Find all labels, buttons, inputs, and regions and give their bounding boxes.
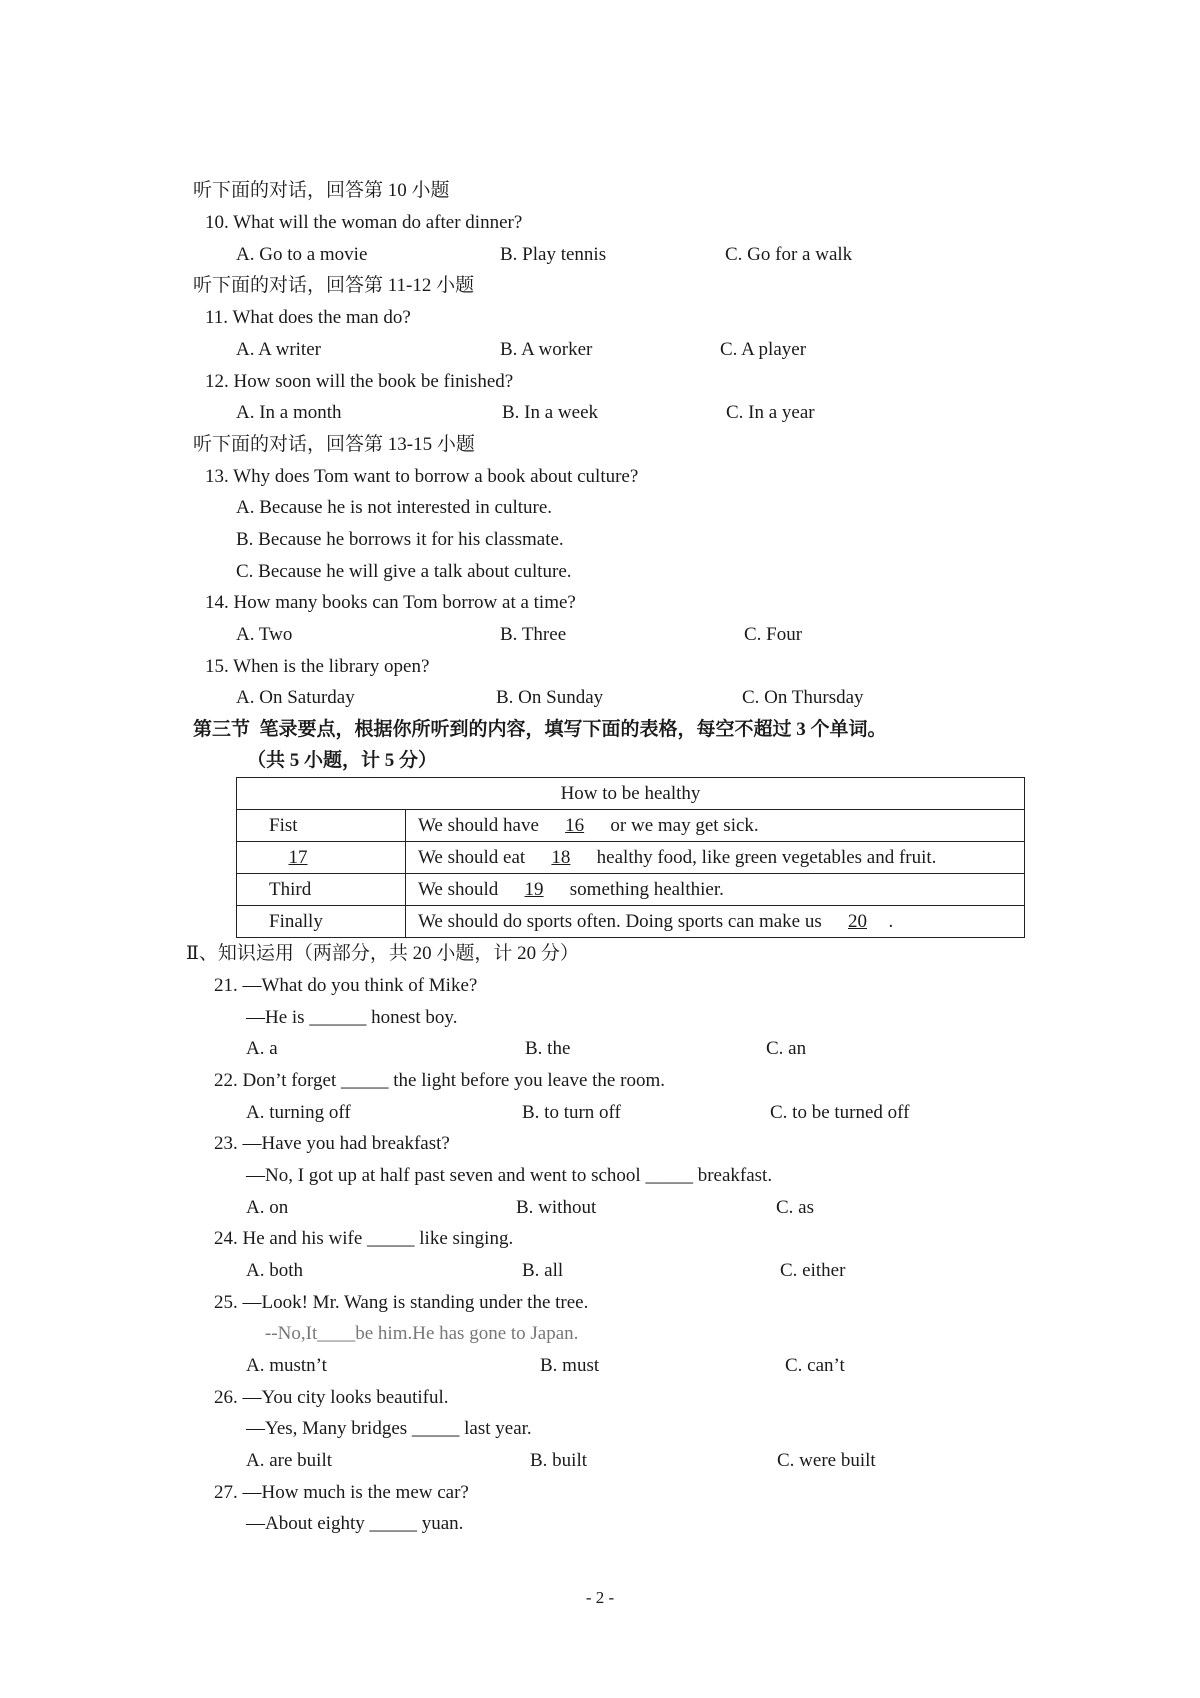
blank-18[interactable]: 18: [551, 846, 571, 868]
question-12-option-a: A. In a month: [236, 402, 342, 423]
blank-20[interactable]: 20: [848, 910, 867, 932]
question-23-line2: —No, I got up at half past seven and went to school _____ breakfast.: [246, 1165, 773, 1186]
question-24-option-b: B. all: [522, 1260, 564, 1281]
question-23-option-a: A. on: [246, 1197, 289, 1218]
question-21-stem: 21. —What do you think of Mike?: [214, 975, 478, 996]
page-number: - 2 -: [585, 1588, 615, 1607]
question-26-option-b: B. built: [530, 1450, 588, 1471]
part2-title: Ⅱ、知识运用（两部分，共 20 小题，计 20 分）: [186, 943, 579, 964]
notes-table: [236, 777, 1025, 938]
row-label-first: Fist: [237, 810, 406, 842]
row-text: We should: [418, 878, 504, 900]
question-10-stem: 10. What will the woman do after dinner?: [205, 212, 523, 233]
question-24-option-a: A. both: [246, 1260, 303, 1281]
row-content-first: [406, 810, 1025, 842]
section-heading-13-15: 听下面的对话，回答第 13-15 小题: [193, 434, 475, 455]
row-text: We should eat: [418, 846, 530, 868]
question-14-option-b: B. Three: [500, 624, 567, 645]
table-title: How to be healthy: [237, 778, 1025, 810]
question-22-option-b: B. to turn off: [522, 1102, 621, 1123]
question-22-option-a: A. turning off: [246, 1102, 351, 1123]
row-text: something healthier.: [565, 878, 724, 900]
row-content-finally: [406, 906, 1025, 938]
question-23-stem: 23. —Have you had breakfast?: [214, 1133, 450, 1154]
question-11-option-b: B. A worker: [500, 339, 593, 360]
question-27-stem: 27. —How much is the mew car?: [214, 1482, 469, 1503]
row-label-second: [237, 842, 406, 874]
table-row: [237, 874, 1025, 906]
row-text: We should have: [418, 814, 544, 836]
question-23-option-c: C. as: [776, 1197, 814, 1218]
section-heading-10: 听下面的对话，回答第 10 小题: [193, 180, 450, 201]
question-15-stem: 15. When is the library open?: [205, 656, 430, 677]
question-25-option-b: B. must: [540, 1355, 600, 1376]
question-14-stem: 14. How many books can Tom borrow at a time?: [205, 592, 576, 613]
question-13-option-b: B. Because he borrows it for his classmate.: [236, 529, 564, 550]
question-12-option-c: C. In a year: [726, 402, 815, 423]
blank-17[interactable]: 17: [288, 846, 308, 868]
question-21-option-b: B. the: [525, 1038, 571, 1059]
question-23-option-b: B. without: [516, 1197, 597, 1218]
question-21-option-a: A. a: [246, 1038, 278, 1059]
question-26-option-a: A. are built: [246, 1450, 333, 1471]
question-27-line2: —About eighty _____ yuan.: [246, 1513, 464, 1534]
row-content-third: [406, 874, 1025, 906]
part3-title: 第三节 笔录要点，根据你所听到的内容，填写下面的表格，每空不超过 3 个单词。: [193, 719, 887, 740]
table-row: [237, 906, 1025, 938]
question-15-option-a: A. On Saturday: [236, 687, 355, 708]
question-24-option-c: C. either: [780, 1260, 846, 1281]
blank-16[interactable]: 16: [565, 814, 585, 836]
question-14-option-a: A. Two: [236, 624, 293, 645]
question-25-option-a: A. mustn’t: [246, 1355, 327, 1376]
question-24-stem: 24. He and his wife _____ like singing.: [214, 1228, 514, 1249]
row-text: or we may get sick.: [605, 814, 759, 836]
question-25-stem: 25. —Look! Mr. Wang is standing under the tree.: [214, 1292, 589, 1313]
question-10-option-a: A. Go to a movie: [236, 244, 368, 265]
question-10-option-b: B. Play tennis: [500, 244, 607, 265]
question-11-stem: 11. What does the man do?: [205, 307, 411, 328]
question-15-option-c: C. On Thursday: [742, 687, 864, 708]
question-22-stem: 22. Don’t forget _____ the light before you leave the room.: [214, 1070, 665, 1091]
question-11-option-a: A. A writer: [236, 339, 321, 360]
table-header-row: [237, 778, 1025, 810]
question-13-option-c: C. Because he will give a talk about culture.: [236, 561, 572, 582]
question-21-line2: —He is ______ honest boy.: [246, 1007, 458, 1028]
question-15-option-b: B. On Sunday: [496, 687, 604, 708]
question-12-option-b: B. In a week: [502, 402, 599, 423]
question-25-line2: --No,It____be him.He has gone to Japan.: [265, 1323, 579, 1344]
question-14-option-c: C. Four: [744, 624, 803, 645]
row-text: healthy food, like green vegetables and fruit.: [591, 846, 937, 868]
row-content-second: [406, 842, 1025, 874]
question-26-line2: —Yes, Many bridges _____ last year.: [246, 1418, 532, 1439]
question-12-stem: 12. How soon will the book be finished?: [205, 371, 514, 392]
table-row: [237, 810, 1025, 842]
question-26-stem: 26. —You city looks beautiful.: [214, 1387, 449, 1408]
table-row: [237, 842, 1025, 874]
part3-subtitle: （共 5 小题，计 5 分）: [247, 750, 438, 771]
row-label-third: Third: [237, 874, 406, 906]
row-text: .: [888, 910, 894, 932]
question-25-option-c: C. can’t: [785, 1355, 845, 1376]
row-label-finally: Finally: [237, 906, 406, 938]
row-text: We should do sports often. Doing sports can make us: [418, 910, 827, 932]
section-heading-11-12: 听下面的对话，回答第 11-12 小题: [193, 275, 475, 296]
blank-19[interactable]: 19: [524, 878, 544, 900]
question-22-option-c: C. to be turned off: [770, 1102, 910, 1123]
question-13-stem: 13. Why does Tom want to borrow a book about culture?: [205, 466, 639, 487]
question-21-option-c: C. an: [766, 1038, 807, 1059]
question-13-option-a: A. Because he is not interested in culture.: [236, 497, 553, 518]
question-11-option-c: C. A player: [720, 339, 807, 360]
question-26-option-c: C. were built: [777, 1450, 876, 1471]
question-10-option-c: C. Go for a walk: [725, 244, 853, 265]
